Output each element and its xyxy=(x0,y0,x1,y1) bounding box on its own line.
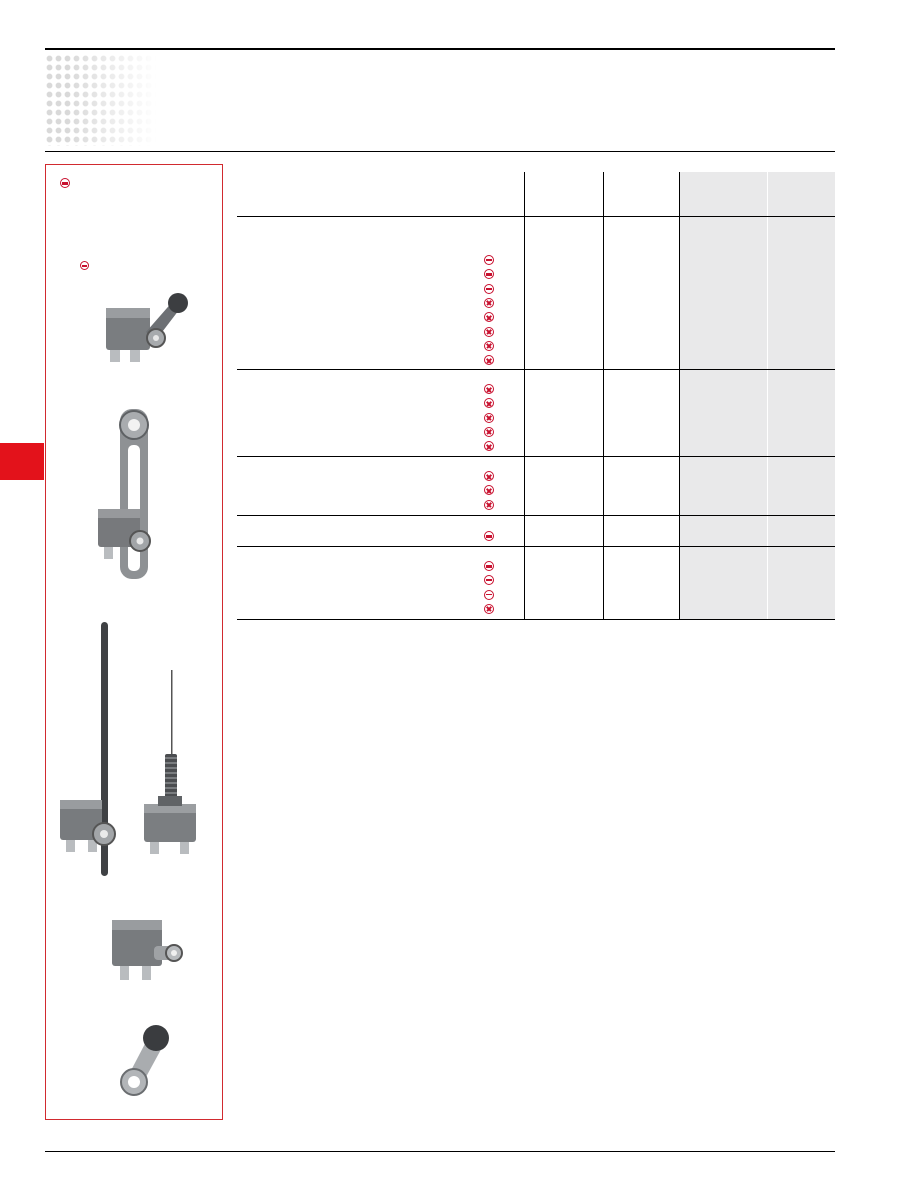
contact-crossed-icon xyxy=(484,327,494,337)
section-tab-marker xyxy=(0,443,44,480)
shaded-column-divider xyxy=(767,172,768,620)
table-bottom-rule xyxy=(237,619,835,620)
contact-symbol-icon xyxy=(484,531,494,541)
contact-crossed-icon xyxy=(484,413,494,423)
rod-lever-head-image xyxy=(54,620,124,878)
contact-crossed-icon xyxy=(484,604,494,614)
roller-lever-head-image xyxy=(100,292,192,370)
contact-symbol-icon xyxy=(80,261,89,270)
table-header-rule xyxy=(237,216,835,217)
contact-symbol-icon xyxy=(484,575,494,585)
contact-crossed-icon xyxy=(484,441,494,451)
contact-crossed-icon xyxy=(484,485,494,495)
table-column-divider xyxy=(524,172,525,620)
contact-symbol-icon xyxy=(484,284,494,294)
contact-symbol-icon xyxy=(484,255,494,265)
shaded-column-group xyxy=(679,172,835,620)
adjustable-roller-lever-image xyxy=(96,405,166,583)
table-row-rule xyxy=(237,369,835,370)
contact-crossed-icon xyxy=(484,384,494,394)
contact-crossed-icon xyxy=(484,341,494,351)
contact-crossed-icon xyxy=(484,427,494,437)
contact-symbol-icon xyxy=(60,178,70,188)
header-rule xyxy=(45,151,835,152)
roller-lever-arm-image xyxy=(118,1022,174,1098)
plunger-head-image xyxy=(106,914,190,986)
contact-crossed-icon xyxy=(484,355,494,365)
contact-crossed-icon xyxy=(484,398,494,408)
table-row-rule xyxy=(237,546,835,547)
table-column-divider xyxy=(603,172,604,620)
contact-symbol-icon xyxy=(484,561,494,571)
table-row-rule xyxy=(237,456,835,457)
contact-crossed-icon xyxy=(484,312,494,322)
contact-crossed-icon xyxy=(484,298,494,308)
table-row-rule xyxy=(237,515,835,516)
spring-rod-head-image xyxy=(138,670,200,862)
contact-crossed-icon xyxy=(484,471,494,481)
contact-crossed-icon xyxy=(484,500,494,510)
contact-symbol-icon xyxy=(484,269,494,279)
footer-rule xyxy=(45,1151,835,1152)
header-dot-pattern xyxy=(45,54,157,146)
contact-symbol-icon xyxy=(484,590,494,600)
top-rule xyxy=(45,48,835,50)
table-column-divider xyxy=(679,172,680,620)
